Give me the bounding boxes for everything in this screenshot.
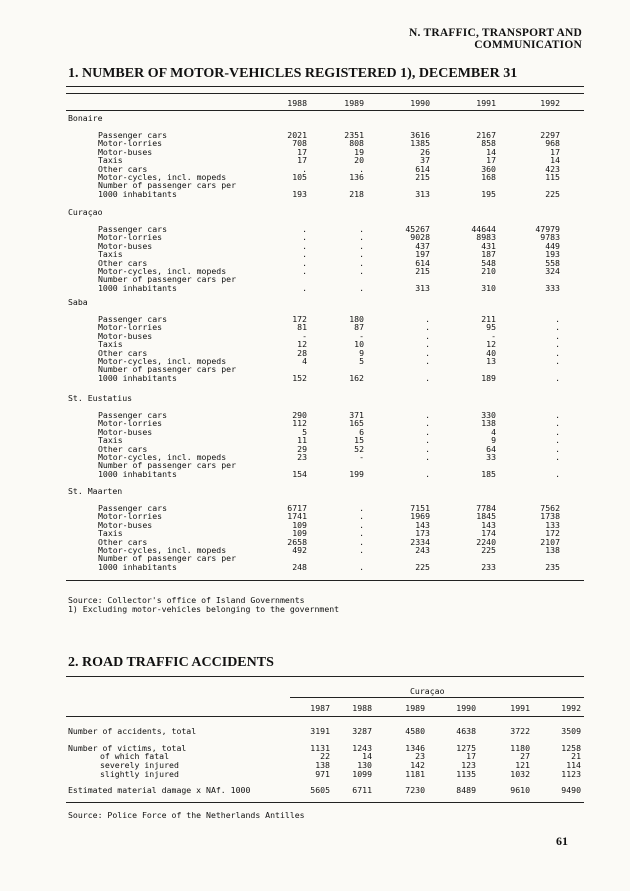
rule <box>66 676 584 677</box>
table-cell: . <box>555 443 560 454</box>
row-label: Motor-lorries <box>98 232 163 243</box>
row-label: Motor-cycles, incl. mopeds <box>98 266 227 276</box>
row-label: Estimated material damage x NAf. 1000 <box>68 785 251 795</box>
table-cell: . <box>359 163 364 174</box>
row-label: Motor-cycles, incl. mopeds <box>98 545 227 555</box>
table-cell: 95 <box>486 322 496 333</box>
table-cell: 1181 <box>405 769 425 779</box>
table-cell: 9783 <box>540 232 560 243</box>
table-cell: 4 <box>302 356 307 366</box>
table-cell: . <box>302 266 307 276</box>
table-cell: 431 <box>481 240 496 251</box>
table-cell: 12 <box>297 339 307 350</box>
table-cell: 22 <box>320 751 330 761</box>
table-cell: 225 <box>415 561 430 572</box>
table-cell: 248 <box>292 561 307 572</box>
table-cell: 858 <box>481 138 496 149</box>
table-cell: 1275 <box>456 743 476 753</box>
table-cell: 172 <box>545 528 560 539</box>
table-cell: . <box>555 468 560 479</box>
row-label: Passenger cars <box>98 130 168 140</box>
row-label: of which fatal <box>100 751 170 761</box>
table-cell: 64 <box>486 443 496 454</box>
table-cell: 138 <box>481 418 496 429</box>
table-cell: 330 <box>481 410 496 420</box>
table-cell: 9490 <box>561 785 581 795</box>
table-cell: . <box>555 322 560 333</box>
table-cell: 211 <box>481 314 496 324</box>
table-cell: 1738 <box>540 511 560 522</box>
row-label: 1000 inhabitants <box>98 188 177 199</box>
row-label: Motor-buses <box>98 330 153 341</box>
section2-source: Source: Police Force of the Netherlands Antilles <box>68 810 305 820</box>
row-label: Passenger cars <box>98 314 168 324</box>
table-cell: 548 <box>481 257 496 268</box>
table-cell: 26 <box>420 146 430 157</box>
table-cell: 243 <box>415 545 430 555</box>
table-cell: . <box>302 224 307 234</box>
table-cell: 1385 <box>410 138 430 149</box>
table-cell: . <box>425 443 430 454</box>
table-cell: 8489 <box>456 785 476 795</box>
table-cell: 1131 <box>310 743 330 753</box>
table-cell: 3191 <box>310 726 330 736</box>
table-cell: 23 <box>415 751 425 761</box>
row-label: Number of victims, total <box>68 743 187 753</box>
row-label: Number of passenger cars per <box>98 364 237 375</box>
table-cell: . <box>359 240 364 251</box>
table-cell: 333 <box>545 282 560 293</box>
row-label: Taxis <box>98 528 123 539</box>
year-header: 1988 <box>287 98 307 108</box>
table-cell: 174 <box>481 528 496 539</box>
table-cell: 121 <box>515 760 530 770</box>
section1-footnote: 1) Excluding motor-vehicles belonging to the government <box>68 604 340 614</box>
table-cell: 210 <box>481 266 496 276</box>
table-cell: 180 <box>349 314 364 324</box>
table-cell: . <box>425 322 430 333</box>
table-cell: . <box>555 356 560 366</box>
table-cell: 313 <box>415 188 430 199</box>
table-cell: . <box>425 339 430 350</box>
section1-source: Source: Collector's office of Island Governments <box>68 595 305 605</box>
table-cell: . <box>425 426 430 437</box>
year-header: 1991 <box>510 703 530 713</box>
table-cell: 708 <box>292 138 307 149</box>
group-heading: Bonaire <box>68 113 103 123</box>
table-cell: 3722 <box>510 726 530 736</box>
table-cell: 14 <box>362 751 372 761</box>
row-label: severely injured <box>100 760 179 770</box>
table-cell: 1741 <box>287 511 307 522</box>
table-cell: 14 <box>550 155 560 166</box>
table-cell: 1099 <box>352 769 372 779</box>
rule <box>66 86 584 87</box>
row-label: Motor-buses <box>98 240 153 251</box>
table-cell: 17 <box>550 146 560 157</box>
table-cell: . <box>302 232 307 243</box>
table-cell: 143 <box>415 519 430 530</box>
row-label: 1000 inhabitants <box>98 282 177 293</box>
table-cell: 168 <box>481 172 496 182</box>
row-label: Number of passenger cars per <box>98 460 237 471</box>
table-cell: 152 <box>292 372 307 383</box>
group-heading: Curaçao <box>68 207 103 217</box>
table-cell: 15 <box>354 435 364 446</box>
table-cell: . <box>425 356 430 366</box>
row-label: 1000 inhabitants <box>98 468 177 479</box>
table-cell: . <box>555 410 560 420</box>
table-cell: 9610 <box>510 785 530 795</box>
table-cell: 2167 <box>476 130 496 140</box>
table-cell: 324 <box>545 266 560 276</box>
row-label: Number of passenger cars per <box>98 180 237 191</box>
year-header: 1989 <box>344 98 364 108</box>
table-cell: 45267 <box>405 224 430 234</box>
row-label: 1000 inhabitants <box>98 372 177 383</box>
row-label: Number of passenger cars per <box>98 274 237 285</box>
table-cell: . <box>359 249 364 260</box>
table-cell: 40 <box>486 347 496 358</box>
rule <box>66 93 584 94</box>
table-cell: 971 <box>315 769 330 779</box>
table-cell: - <box>491 330 496 341</box>
table-cell: 44644 <box>471 224 496 234</box>
table-cell: . <box>555 372 560 383</box>
table-cell: 14 <box>486 146 496 157</box>
table-cell: 1969 <box>410 511 430 522</box>
table-cell: 162 <box>349 372 364 383</box>
table-cell: 37 <box>420 155 430 166</box>
group-heading: St. Eustatius <box>68 393 133 403</box>
rule <box>290 697 584 698</box>
table-cell: 193 <box>545 249 560 260</box>
table-cell: 449 <box>545 240 560 251</box>
table-cell: 1346 <box>405 743 425 753</box>
table-cell: 5605 <box>310 785 330 795</box>
row-label: Motor-lorries <box>98 418 163 429</box>
table-cell: 13 <box>486 356 496 366</box>
table-cell: . <box>425 468 430 479</box>
table-cell: 3509 <box>561 726 581 736</box>
table-cell: 185 <box>481 468 496 479</box>
table-cell: 7784 <box>476 503 496 513</box>
row-label: Motor-cycles, incl. mopeds <box>98 356 227 366</box>
table-cell: 130 <box>357 760 372 770</box>
table-cell: 558 <box>545 257 560 268</box>
table-cell: 371 <box>349 410 364 420</box>
page-number: 61 <box>556 834 568 848</box>
table-cell: 187 <box>481 249 496 260</box>
row-label: Passenger cars <box>98 503 168 513</box>
table-cell: 1180 <box>510 743 530 753</box>
table-cell: 5 <box>359 356 364 366</box>
table-cell: 2658 <box>287 536 307 547</box>
row-label: slightly injured <box>100 769 179 779</box>
year-header: 1987 <box>310 703 330 713</box>
table-cell: . <box>302 249 307 260</box>
table-cell: . <box>425 410 430 420</box>
table-cell: 4 <box>491 426 496 437</box>
table-cell: . <box>359 545 364 555</box>
row-label: 1000 inhabitants <box>98 561 177 572</box>
table-cell: 17 <box>297 146 307 157</box>
table-cell: - <box>302 330 307 341</box>
table-cell: 614 <box>415 163 430 174</box>
table-cell: . <box>555 418 560 429</box>
row-label: Motor-cycles, incl. mopeds <box>98 172 227 182</box>
table-cell: . <box>302 282 307 293</box>
table-cell: 115 <box>545 172 560 182</box>
table-cell: . <box>359 528 364 539</box>
row-label: Motor-buses <box>98 519 153 530</box>
table-cell: . <box>302 163 307 174</box>
table-cell: 7562 <box>540 503 560 513</box>
year-header: 1990 <box>410 98 430 108</box>
table-cell: . <box>555 330 560 341</box>
table-cell: 21 <box>571 751 581 761</box>
row-label: Taxis <box>98 249 123 260</box>
row-label: Other cars <box>98 347 148 358</box>
table-cell: 2107 <box>540 536 560 547</box>
table-cell: 105 <box>292 172 307 182</box>
table-cell: 199 <box>349 468 364 479</box>
table-cell: . <box>359 266 364 276</box>
table-cell: 8983 <box>476 232 496 243</box>
table-cell: 1258 <box>561 743 581 753</box>
rule <box>66 580 584 581</box>
table-cell: . <box>359 232 364 243</box>
table-cell: 29 <box>297 443 307 454</box>
table-cell: 17 <box>486 155 496 166</box>
year-header: 1990 <box>456 703 476 713</box>
row-label: Taxis <box>98 435 123 446</box>
table-cell: . <box>425 347 430 358</box>
table-cell: 9028 <box>410 232 430 243</box>
table-cell: 195 <box>481 188 496 199</box>
table-cell: . <box>555 314 560 324</box>
table-cell: 189 <box>481 372 496 383</box>
table-cell: 133 <box>545 519 560 530</box>
year-header: 1988 <box>352 703 372 713</box>
table-cell: . <box>359 519 364 530</box>
table-cell: 17 <box>297 155 307 166</box>
table-cell: 215 <box>415 172 430 182</box>
table-cell: 1845 <box>476 511 496 522</box>
row-label: Motor-lorries <box>98 322 163 333</box>
table-cell: - <box>359 330 364 341</box>
table-cell: 225 <box>545 188 560 199</box>
table-cell: 1032 <box>510 769 530 779</box>
table-cell: . <box>302 240 307 251</box>
table-cell: 1123 <box>561 769 581 779</box>
table-cell: . <box>359 257 364 268</box>
table-cell: 197 <box>415 249 430 260</box>
table-cell: 360 <box>481 163 496 174</box>
year-header: 1992 <box>561 703 581 713</box>
table-cell: 9 <box>491 435 496 446</box>
section2-region-label: Curaçao <box>410 686 445 696</box>
row-label: Motor-buses <box>98 426 153 437</box>
table-cell: 313 <box>415 282 430 293</box>
rule <box>66 802 584 803</box>
table-cell: 109 <box>292 519 307 530</box>
table-cell: 2240 <box>476 536 496 547</box>
table-cell: 142 <box>410 760 425 770</box>
table-cell: . <box>555 347 560 358</box>
row-label: Passenger cars <box>98 410 168 420</box>
table-cell: 114 <box>566 760 581 770</box>
table-cell: . <box>359 282 364 293</box>
table-cell: 2334 <box>410 536 430 547</box>
table-cell: 28 <box>297 347 307 358</box>
row-label: Taxis <box>98 339 123 350</box>
row-label: Other cars <box>98 536 148 547</box>
table-cell: 3287 <box>352 726 372 736</box>
table-cell: 20 <box>354 155 364 166</box>
table-cell: 112 <box>292 418 307 429</box>
table-cell: 47979 <box>535 224 560 234</box>
table-cell: . <box>425 435 430 446</box>
section2-title: 2. ROAD TRAFFIC ACCIDENTS <box>68 655 274 670</box>
table-cell: . <box>425 418 430 429</box>
table-cell: - <box>359 452 364 462</box>
row-label: Motor-lorries <box>98 511 163 522</box>
table-cell: 7151 <box>410 503 430 513</box>
table-cell: 17 <box>466 751 476 761</box>
row-label: Passenger cars <box>98 224 168 234</box>
table-cell: . <box>425 452 430 462</box>
table-cell: 12 <box>486 339 496 350</box>
table-cell: 6711 <box>352 785 372 795</box>
group-heading: St. Maarten <box>68 486 123 496</box>
rule <box>66 110 584 111</box>
year-header: 1992 <box>540 98 560 108</box>
table-cell: 290 <box>292 410 307 420</box>
table-cell: 4580 <box>405 726 425 736</box>
table-cell: 492 <box>292 545 307 555</box>
table-cell: . <box>555 435 560 446</box>
table-cell: 9 <box>359 347 364 358</box>
table-cell: . <box>359 536 364 547</box>
table-cell: . <box>359 511 364 522</box>
table-cell: 138 <box>545 545 560 555</box>
table-cell: 225 <box>481 545 496 555</box>
table-cell: 437 <box>415 240 430 251</box>
table-cell: 1243 <box>352 743 372 753</box>
table-cell: 19 <box>354 146 364 157</box>
running-head: N. TRAFFIC, TRANSPORT AND COMMUNICATION <box>409 27 582 51</box>
year-header: 1989 <box>405 703 425 713</box>
table-cell: 3616 <box>410 130 430 140</box>
table-cell: 193 <box>292 188 307 199</box>
table-cell: 310 <box>481 282 496 293</box>
table-cell: . <box>555 426 560 437</box>
table-cell: 52 <box>354 443 364 454</box>
group-heading: Saba <box>68 297 88 307</box>
table-cell: 10 <box>354 339 364 350</box>
table-cell: . <box>425 314 430 324</box>
row-label: Number of passenger cars per <box>98 553 237 564</box>
row-label: Other cars <box>98 443 148 454</box>
table-cell: 5 <box>302 426 307 437</box>
table-cell: 968 <box>545 138 560 149</box>
table-cell: 614 <box>415 257 430 268</box>
table-cell: 173 <box>415 528 430 539</box>
year-header: 1991 <box>476 98 496 108</box>
table-cell: 11 <box>297 435 307 446</box>
row-label: Motor-lorries <box>98 138 163 149</box>
table-cell: 109 <box>292 528 307 539</box>
table-cell: 6 <box>359 426 364 437</box>
table-cell: 2351 <box>344 130 364 140</box>
table-cell: . <box>359 503 364 513</box>
table-cell: 235 <box>545 561 560 572</box>
table-cell: 423 <box>545 163 560 174</box>
table-cell: 233 <box>481 561 496 572</box>
table-cell: 154 <box>292 468 307 479</box>
row-label: Other cars <box>98 163 148 174</box>
table-cell: 81 <box>297 322 307 333</box>
table-cell: 136 <box>349 172 364 182</box>
table-cell: 33 <box>486 452 496 462</box>
table-cell: 4638 <box>456 726 476 736</box>
table-cell: 138 <box>315 760 330 770</box>
rule <box>66 716 584 717</box>
table-cell: 218 <box>349 188 364 199</box>
table-cell: . <box>555 339 560 350</box>
section1-title: 1. NUMBER OF MOTOR-VEHICLES REGISTERED 1), DECEMBER 31 <box>68 66 518 81</box>
table-cell: . <box>425 330 430 341</box>
table-cell: 1135 <box>456 769 476 779</box>
table-cell: 2021 <box>287 130 307 140</box>
table-cell: 7230 <box>405 785 425 795</box>
table-cell: 27 <box>520 751 530 761</box>
table-cell: 2297 <box>540 130 560 140</box>
row-label: Other cars <box>98 257 148 268</box>
table-cell: 808 <box>349 138 364 149</box>
row-label: Motor-cycles, incl. mopeds <box>98 452 227 462</box>
table-cell: 165 <box>349 418 364 429</box>
table-cell: . <box>302 257 307 268</box>
row-label: Number of accidents, total <box>68 726 197 736</box>
table-cell: . <box>555 452 560 462</box>
table-cell: . <box>359 561 364 572</box>
row-label: Taxis <box>98 155 123 166</box>
table-cell: 143 <box>481 519 496 530</box>
table-cell: 23 <box>297 452 307 462</box>
row-label: Motor-buses <box>98 146 153 157</box>
table-cell: . <box>359 224 364 234</box>
table-cell: 87 <box>354 322 364 333</box>
table-cell: 172 <box>292 314 307 324</box>
table-cell: 215 <box>415 266 430 276</box>
table-cell: 6717 <box>287 503 307 513</box>
table-cell: 123 <box>461 760 476 770</box>
table-cell: . <box>425 372 430 383</box>
